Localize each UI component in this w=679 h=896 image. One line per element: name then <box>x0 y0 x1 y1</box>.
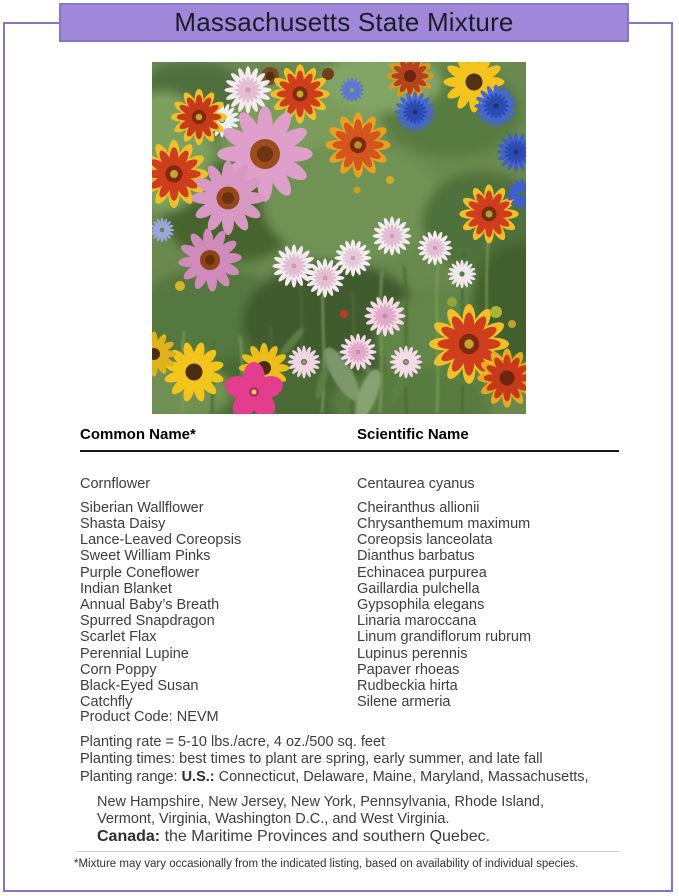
common-name-header: Common Name* <box>80 426 196 443</box>
common-name-cell: Black-Eyed Susan <box>80 677 199 694</box>
planting-info <box>80 734 640 786</box>
canada-range-line <box>97 828 637 846</box>
common-name-cell: Lance-Leaved Coreopsis <box>80 532 242 549</box>
scientific-name-cell: Dianthus barbatus <box>357 548 475 565</box>
footnote-rule <box>75 851 620 852</box>
planting-rate-line: Planting rate = 5-10 lbs./acre, 4 oz./500 sq. feet <box>80 734 386 750</box>
common-name-cell: Siberian Wallflower <box>80 499 204 516</box>
planting-times-line: Planting times: best times to plant are spring, early summer, and late fall <box>80 751 543 768</box>
scientific-name-cell: Lupinus perennis <box>357 645 468 662</box>
scientific-name-cell: Papaver rhoeas <box>357 661 460 678</box>
scientific-name-cell: Rudbeckia hirta <box>357 677 458 694</box>
common-name-cell: Shasta Daisy <box>80 515 166 532</box>
common-name-cell: Indian Blanket <box>80 580 172 597</box>
species-row <box>80 500 625 516</box>
us-states: Connecticut, Delaware, Maine, Maryland, Massachusetts, <box>214 768 589 785</box>
scientific-name-cell: Linaria maroccana <box>357 613 477 630</box>
species-row <box>80 613 625 629</box>
species-table <box>80 476 625 710</box>
us-label: U.S.: <box>181 768 215 785</box>
species-row <box>80 565 625 581</box>
common-name-cell: Catchfly <box>80 694 133 711</box>
species-row <box>80 694 625 710</box>
us-states-line3: Vermont, Virginia, Washington D.C., and West Virginia. <box>97 811 450 827</box>
common-name-cell: Scarlet Flax <box>80 629 157 646</box>
species-row <box>80 516 625 532</box>
common-name-cell: Purple Coneflower <box>80 564 200 581</box>
scientific-name-cell: Echinacea purpurea <box>357 564 487 581</box>
scientific-name-cell: Silene armeria <box>357 694 451 711</box>
canada-label: Canada: <box>97 828 161 845</box>
common-name-cell: Sweet William Pinks <box>80 548 211 565</box>
species-row <box>80 597 625 613</box>
product-code: Product Code: NEVM <box>80 709 219 725</box>
species-row <box>80 548 625 564</box>
common-name-cell: Annual Baby’s Breath <box>80 596 220 613</box>
title-banner <box>59 3 629 42</box>
page-title: Massachusetts State Mixture <box>174 7 514 37</box>
us-states-line2: New Hampshire, New Jersey, New York, Pennsylvania, Rhode Island, <box>97 794 545 810</box>
species-row <box>80 662 625 678</box>
scientific-name-cell: Centaurea cyanus <box>357 476 475 492</box>
wildflower-meadow-photo <box>152 62 526 414</box>
common-name-cell: Perennial Lupine <box>80 645 189 662</box>
planting-range-continuation <box>97 794 637 846</box>
scientific-name-cell: Linum grandiflorum rubrum <box>357 629 532 646</box>
species-row <box>80 476 625 492</box>
scientific-name-cell: Gypsophila elegans <box>357 596 485 613</box>
planting-range-line <box>80 769 640 786</box>
planting-range-prefix: Planting range: <box>80 768 182 785</box>
scientific-name-cell: Chrysanthemum maximum <box>357 515 531 532</box>
header-underline <box>80 450 619 452</box>
mixture-footnote: *Mixture may vary occasionally from the indicated listing, based on availability of individual species. <box>74 858 579 870</box>
scientific-name-cell: Cheiranthus allionii <box>357 499 480 516</box>
species-row <box>80 532 625 548</box>
canada-text: the Maritime Provinces and southern Quebec. <box>160 828 491 845</box>
scientific-name-header: Scientific Name <box>357 426 469 443</box>
species-row <box>80 629 625 645</box>
common-name-cell: Spurred Snapdragon <box>80 613 215 630</box>
species-row <box>80 678 625 694</box>
species-row <box>80 581 625 597</box>
scientific-name-cell: Coreopsis lanceolata <box>357 532 493 549</box>
common-name-cell: Cornflower <box>80 476 151 492</box>
meadow-illustration <box>152 62 526 414</box>
scientific-name-cell: Gaillardia pulchella <box>357 580 480 597</box>
common-name-cell: Corn Poppy <box>80 661 157 678</box>
species-row <box>80 646 625 662</box>
